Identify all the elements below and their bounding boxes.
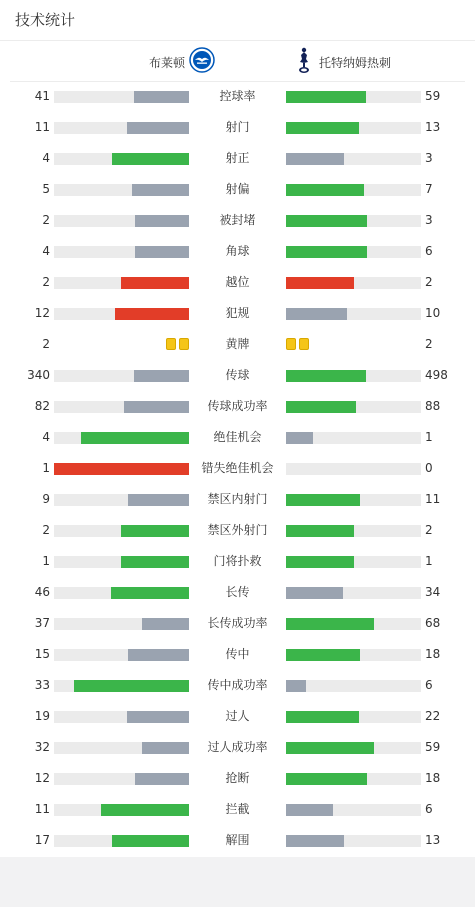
home-bar — [135, 215, 189, 227]
stat-row — [0, 267, 475, 298]
stat-label: 控球率 — [219, 89, 256, 103]
home-bar-track — [54, 525, 189, 537]
home-yellow-cards — [166, 338, 189, 350]
home-value: 82 — [34, 399, 50, 413]
home-value: 11 — [34, 120, 50, 134]
away-bar-track — [286, 773, 421, 785]
home-value: 15 — [34, 647, 50, 661]
away-value: 6 — [425, 802, 433, 816]
home-value: 2 — [42, 275, 50, 289]
home-value: 33 — [34, 678, 50, 692]
away-bar-track — [286, 556, 421, 568]
home-value: 37 — [34, 616, 50, 630]
away-bar-track — [286, 277, 421, 289]
home-bar-track — [54, 91, 189, 103]
stat-row — [0, 81, 475, 112]
away-bar — [286, 277, 354, 289]
home-bar — [112, 835, 189, 847]
stat-row — [0, 608, 475, 639]
home-value: 1 — [42, 461, 50, 475]
home-bar — [124, 401, 189, 413]
away-value: 1 — [425, 430, 433, 444]
divider — [0, 40, 475, 41]
home-bar-track — [54, 494, 189, 506]
stat-row — [0, 794, 475, 825]
home-bar — [101, 804, 189, 816]
stat-label: 犯规 — [225, 306, 250, 320]
stat-label: 禁区内射门 — [207, 492, 268, 506]
away-bar — [286, 215, 367, 227]
stat-label: 射正 — [225, 151, 250, 165]
stat-label: 射门 — [225, 120, 250, 134]
home-bar — [121, 525, 189, 537]
away-bar — [286, 370, 366, 382]
home-value: 12 — [34, 771, 50, 785]
away-value: 13 — [425, 120, 441, 134]
page-title: 技术统计 — [15, 11, 76, 29]
stat-label: 门将扑救 — [213, 554, 262, 568]
stat-label: 长传 — [225, 585, 250, 599]
away-value: 2 — [425, 523, 433, 537]
stat-label: 禁区外射门 — [207, 523, 268, 537]
home-bar — [112, 153, 189, 165]
away-bar-track — [286, 153, 421, 165]
stat-row — [0, 546, 475, 577]
away-bar — [286, 401, 356, 413]
home-bar — [132, 184, 189, 196]
stat-label: 被封堵 — [219, 213, 256, 227]
away-value: 3 — [425, 151, 433, 165]
away-bar — [286, 711, 359, 723]
stat-row — [0, 205, 475, 236]
home-bar — [111, 587, 189, 599]
away-bar-track — [286, 649, 421, 661]
home-bar — [74, 680, 189, 692]
home-bar-track — [54, 308, 189, 320]
home-value: 41 — [34, 89, 50, 103]
home-bar — [121, 277, 189, 289]
away-bar — [286, 184, 364, 196]
home-value: 4 — [42, 244, 50, 258]
stat-row — [0, 515, 475, 546]
away-bar-track — [286, 401, 421, 413]
home-bar-track — [54, 835, 189, 847]
home-value: 17 — [34, 833, 50, 847]
stat-row — [0, 670, 475, 701]
home-bar-track — [54, 618, 189, 630]
home-value: 19 — [34, 709, 50, 723]
away-bar — [286, 742, 374, 754]
stat-row — [0, 453, 475, 484]
home-bar — [128, 494, 189, 506]
away-bar-track — [286, 835, 421, 847]
away-value: 11 — [425, 492, 441, 506]
away-bar-track — [286, 742, 421, 754]
stat-label: 传中成功率 — [207, 678, 268, 692]
stat-row — [0, 484, 475, 515]
stat-label: 传球 — [225, 368, 250, 382]
away-value: 18 — [425, 771, 441, 785]
stat-label: 绝佳机会 — [213, 430, 262, 444]
away-bar — [286, 246, 367, 258]
home-bar-track — [54, 153, 189, 165]
away-team-name: 托特纳姆热刺 — [319, 55, 392, 70]
stat-label: 过人 — [225, 709, 250, 723]
home-bar — [128, 649, 189, 661]
away-value: 0 — [425, 461, 433, 475]
stat-label: 抢断 — [225, 771, 250, 785]
stats-list — [0, 81, 475, 856]
stat-row — [0, 701, 475, 732]
away-value: 6 — [425, 244, 433, 258]
stat-row — [0, 732, 475, 763]
yellow-card-icon — [299, 338, 309, 350]
home-bar — [142, 742, 189, 754]
away-value: 1 — [425, 554, 433, 568]
away-value: 10 — [425, 306, 441, 320]
away-bar-track — [286, 711, 421, 723]
home-bar-track — [54, 649, 189, 661]
away-value: 22 — [425, 709, 441, 723]
away-bar-track — [286, 91, 421, 103]
stat-label: 射偏 — [225, 182, 250, 196]
home-bar-track — [54, 773, 189, 785]
away-bar-track — [286, 308, 421, 320]
home-value: 340 — [27, 368, 50, 382]
yellow-card-icon — [179, 338, 189, 350]
away-bar-track — [286, 680, 421, 692]
home-bar-track — [54, 215, 189, 227]
away-value: 59 — [425, 740, 441, 754]
home-value: 2 — [42, 213, 50, 227]
home-bar — [135, 246, 189, 258]
away-value: 2 — [425, 275, 433, 289]
home-bar-track — [54, 804, 189, 816]
away-value: 498 — [425, 368, 448, 382]
away-bar-track — [286, 463, 421, 475]
away-bar — [286, 773, 367, 785]
away-bar — [286, 587, 343, 599]
home-team[interactable] — [149, 44, 215, 80]
away-bar-track — [286, 525, 421, 537]
stat-label: 角球 — [225, 244, 250, 258]
away-bar-track — [286, 587, 421, 599]
stat-label: 长传成功率 — [207, 616, 268, 630]
home-value: 1 — [42, 554, 50, 568]
stat-row — [0, 174, 475, 205]
stat-row — [0, 763, 475, 794]
home-value: 32 — [34, 740, 50, 754]
stat-label: 越位 — [225, 275, 250, 289]
stat-row — [0, 577, 475, 608]
away-team[interactable] — [295, 44, 391, 80]
home-bar — [134, 370, 189, 382]
away-value: 59 — [425, 89, 441, 103]
away-bar-track — [286, 618, 421, 630]
away-value: 18 — [425, 647, 441, 661]
home-bar-track — [54, 680, 189, 692]
home-bar-track — [54, 587, 189, 599]
away-bar-track — [286, 184, 421, 196]
away-bar-track — [286, 370, 421, 382]
home-bar — [81, 432, 189, 444]
away-value: 34 — [425, 585, 441, 599]
away-value: 88 — [425, 399, 441, 413]
home-bar-track — [54, 711, 189, 723]
away-bar — [286, 804, 333, 816]
yellow-card-icon — [286, 338, 296, 350]
stat-label: 过人成功率 — [207, 740, 268, 754]
stat-label: 传球成功率 — [207, 399, 268, 413]
away-value: 3 — [425, 213, 433, 227]
home-bar — [121, 556, 189, 568]
away-bar-track — [286, 215, 421, 227]
away-value: 68 — [425, 616, 441, 630]
away-bar-track — [286, 804, 421, 816]
stat-row — [0, 298, 475, 329]
away-bar-track — [286, 494, 421, 506]
brighton-crest-icon — [189, 47, 215, 77]
home-bar — [127, 711, 189, 723]
home-bar-track — [54, 463, 189, 475]
home-bar-track — [54, 401, 189, 413]
home-bar-track — [54, 277, 189, 289]
home-bar — [115, 308, 189, 320]
away-bar — [286, 618, 374, 630]
away-bar — [286, 91, 366, 103]
away-value: 6 — [425, 678, 433, 692]
away-bar-track — [286, 122, 421, 134]
home-bar-track — [54, 122, 189, 134]
home-bar-track — [54, 370, 189, 382]
home-bar — [135, 773, 189, 785]
away-bar-track — [286, 432, 421, 444]
home-bar-track — [54, 556, 189, 568]
away-bar — [286, 680, 306, 692]
stat-row — [0, 112, 475, 143]
away-bar — [286, 308, 347, 320]
teams-header — [0, 44, 475, 80]
home-value: 5 — [42, 182, 50, 196]
home-value: 4 — [42, 151, 50, 165]
home-bar — [134, 91, 189, 103]
stat-row — [0, 825, 475, 856]
home-value: 2 — [42, 337, 50, 351]
away-bar — [286, 122, 359, 134]
stat-row — [0, 639, 475, 670]
away-yellow-cards — [286, 338, 309, 350]
away-bar — [286, 835, 344, 847]
away-value: 2 — [425, 337, 433, 351]
home-value: 9 — [42, 492, 50, 506]
stat-label: 黄牌 — [225, 337, 250, 351]
home-bar — [142, 618, 189, 630]
away-bar — [286, 556, 354, 568]
home-bar-track — [54, 742, 189, 754]
stat-row — [0, 360, 475, 391]
away-bar — [286, 153, 344, 165]
away-bar — [286, 649, 360, 661]
stat-row — [0, 236, 475, 267]
spurs-cockerel-icon — [295, 46, 313, 78]
stat-label: 拦截 — [225, 802, 250, 816]
away-bar — [286, 432, 313, 444]
home-team-name: 布莱顿 — [148, 55, 185, 70]
away-bar-track — [286, 246, 421, 258]
home-bar — [54, 463, 189, 475]
home-value: 4 — [42, 430, 50, 444]
stat-label: 解围 — [225, 833, 250, 847]
home-bar — [127, 122, 189, 134]
home-bar-track — [54, 246, 189, 258]
home-value: 46 — [34, 585, 50, 599]
home-bar-track — [54, 432, 189, 444]
home-value: 12 — [34, 306, 50, 320]
away-bar — [286, 494, 360, 506]
stat-label: 传中 — [225, 647, 250, 661]
home-value: 11 — [34, 802, 50, 816]
home-bar-track — [54, 184, 189, 196]
away-bar — [286, 525, 354, 537]
stat-row — [0, 329, 475, 360]
away-value: 13 — [425, 833, 441, 847]
yellow-card-icon — [166, 338, 176, 350]
home-value: 2 — [42, 523, 50, 537]
stat-row — [0, 391, 475, 422]
stat-row — [0, 143, 475, 174]
stat-row — [0, 422, 475, 453]
stat-label: 错失绝佳机会 — [201, 461, 274, 475]
away-value: 7 — [425, 182, 433, 196]
